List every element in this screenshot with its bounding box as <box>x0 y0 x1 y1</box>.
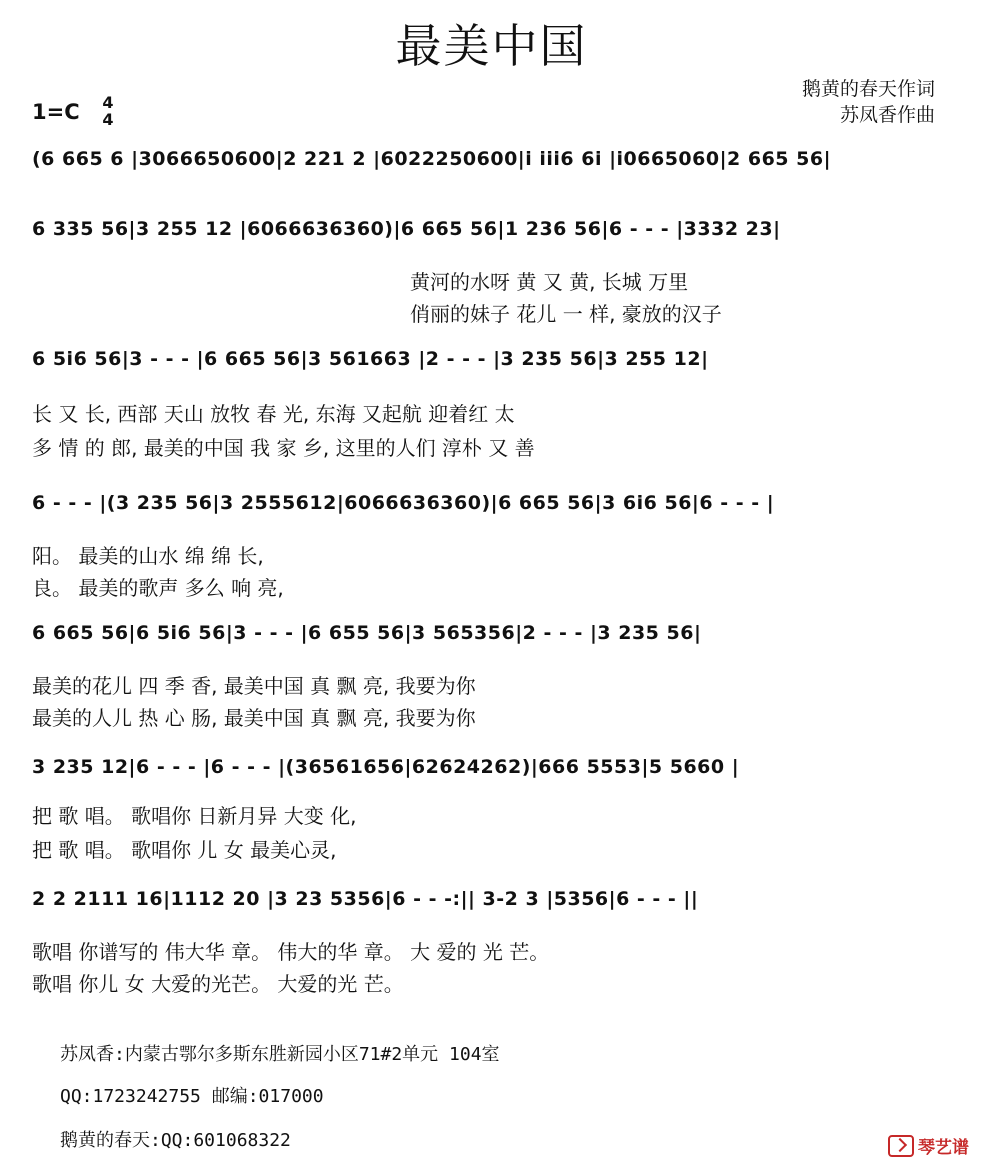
notation-line: 3 235 12|6 - - - |6 - - - |(36561656|62624262)|666 5553|5 5660 | <box>32 756 740 778</box>
staff-7 <box>32 880 944 926</box>
contact-qq-postcode: QQ:1723242755 邮编:017000 <box>60 1086 324 1107</box>
staff-3 <box>32 340 944 386</box>
notation-line: 6 5i6 56|3 - - - |6 665 56|3 561663 |2 - - - |3 235 56|3 255 12| <box>32 348 709 370</box>
lyric-verse-1: 阳。 最美的山水 绵 绵 长, <box>32 544 264 568</box>
key-signature: 1=C <box>32 100 80 124</box>
notation-line: (6 665 6 |3066650600|2 221 2 |6022250600|i iii6 6i |i0665060|2 665 56| <box>32 148 832 170</box>
staff-1 <box>32 140 944 186</box>
staff-2 <box>32 210 944 256</box>
lyric-verse-2: 歌唱 你儿 女 大爱的光芒。 大爱的光 芒。 <box>32 972 404 996</box>
time-signature-top: 4 <box>102 93 114 112</box>
lyric-verse-2: 多 情 的 郎, 最美的中国 我 家 乡, 这里的人们 淳朴 又 善 <box>32 436 535 460</box>
notation-line: 6 335 56|3 255 12 |6066636360)|6 665 56|1 236 56|6 - - - |3332 23| <box>32 218 781 240</box>
notation-line: 2 2 2111 16|1112 20 |3 23 5356|6 - - -:|| 3-2 3 |5356|6 - - - || <box>32 888 699 910</box>
lyric-verse-1: 最美的花儿 四 季 香, 最美中国 真 飘 亮, 我要为你 <box>32 674 476 698</box>
composer-credit: 苏凤香作曲 <box>839 104 935 126</box>
time-signature <box>100 94 116 128</box>
logo-icon <box>888 1135 914 1157</box>
lyricist-qq: 鹅黄的春天:QQ:601068322 <box>60 1130 291 1151</box>
lyric-verse-2: 良。 最美的歌声 多么 响 亮, <box>32 576 284 600</box>
lyric-verse-2: 俏丽的妹子 花儿 一 样, 豪放的汉子 <box>410 302 722 326</box>
lyric-verse-2: 最美的人儿 热 心 肠, 最美中国 真 飘 亮, 我要为你 <box>32 706 476 730</box>
lyric-verse-2: 把 歌 唱。 歌唱你 儿 女 最美心灵, <box>32 838 337 862</box>
lyric-verse-1: 歌唱 你谱写的 伟大华 章。 伟大的华 章。 大 爱的 光 芒。 <box>32 940 550 964</box>
lyric-verse-1: 长 又 长, 西部 天山 放牧 春 光, 东海 又起航 迎着红 太 <box>32 402 515 426</box>
staff-6 <box>32 748 944 794</box>
song-title: 最美中国 <box>395 19 588 73</box>
notation-line: 6 - - - |(3 235 56|3 2555612|6066636360)|6 665 56|3 6i6 56|6 - - - | <box>32 492 775 514</box>
notation-line: 6 665 56|6 5i6 56|3 - - - |6 655 56|3 565356|2 - - - |3 235 56| <box>32 622 702 644</box>
watermark-text: 琴艺谱 <box>918 1138 969 1158</box>
lyric-verse-1: 黄河的水呀 黄 又 黄, 长城 万里 <box>410 270 689 294</box>
lyric-verse-1: 把 歌 唱。 歌唱你 日新月异 大变 化, <box>32 804 357 828</box>
time-signature-bottom: 4 <box>102 110 114 129</box>
staff-5 <box>32 614 944 660</box>
watermark-logo <box>888 1133 969 1158</box>
lyricist-credit: 鹅黄的春天作词 <box>801 78 935 100</box>
staff-4 <box>32 484 944 530</box>
contact-address: 苏凤香:内蒙古鄂尔多斯东胜新园小区71#2单元 104室 <box>60 1044 500 1065</box>
